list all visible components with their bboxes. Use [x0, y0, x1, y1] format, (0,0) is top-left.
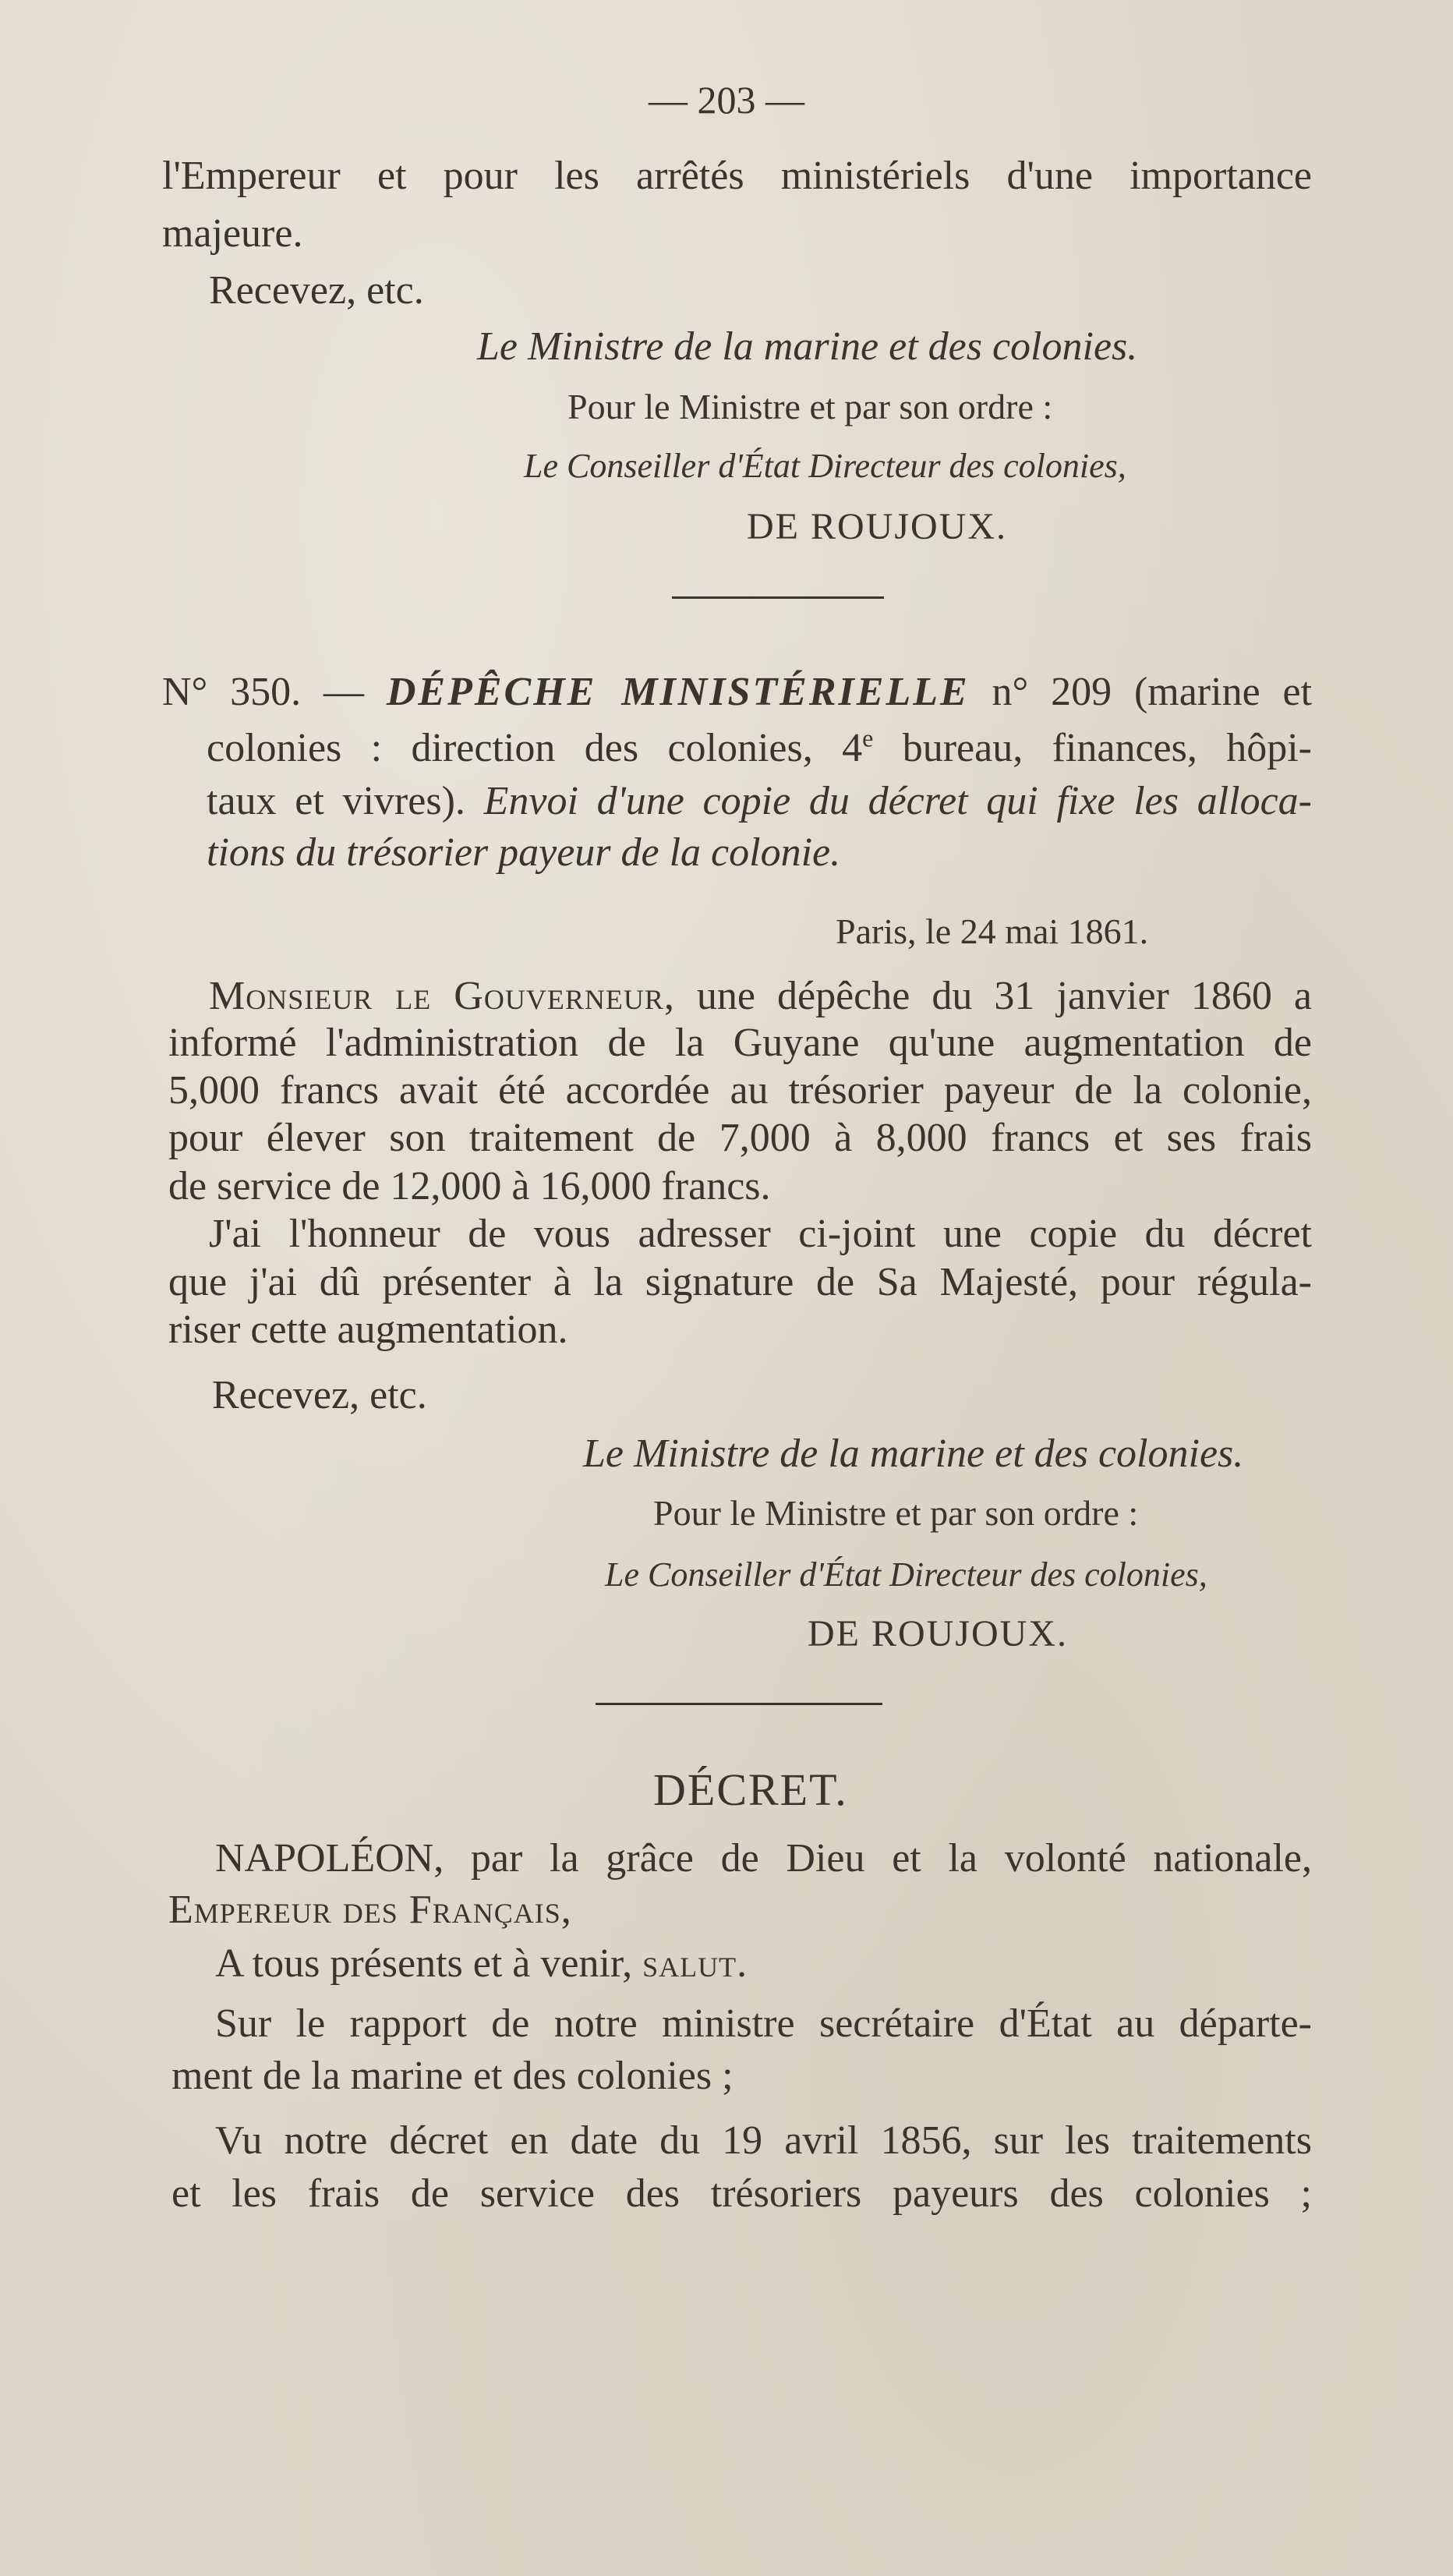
paragraph-line: informé l'administration de la Guyane qu'une augmentation de [168, 1021, 1312, 1065]
separator-rule [672, 596, 884, 599]
closing-line: Recevez, etc. [209, 268, 424, 313]
closing-line: Recevez, etc. [212, 1373, 427, 1417]
text-span: Envoi d'une copie du décret qui fixe les alloca- [483, 779, 1312, 823]
signature-title: Le Ministre de la marine et des colonies. [583, 1431, 1244, 1476]
decree-line: et les frais de service des trésoriers payeurs des colonies ; [171, 2171, 1312, 2216]
signature-order: Pour le Ministre et par son ordre : [653, 1493, 1139, 1533]
signature-counsellor: Le Conseiller d'État Directeur des colonies, [605, 1555, 1207, 1594]
article-heading-line: tions du trésorier payeur de la colonie. [207, 830, 841, 875]
signature-title: Le Ministre de la marine et des colonies. [477, 324, 1138, 369]
separator-rule [596, 1703, 882, 1705]
paragraph-line: riser cette augmentation. [168, 1307, 568, 1352]
article-heading-line [162, 669, 1312, 716]
signature-order: Pour le Ministre et par son ordre : [567, 387, 1053, 426]
signature-counsellor: Le Conseiller d'État Directeur des colonies, [524, 447, 1126, 485]
paragraph-line: que j'ai dû présenter à la signature de Sa Majesté, pour régula- [168, 1260, 1312, 1304]
text-span: A tous présents et à venir, [215, 1941, 633, 1986]
decree-line: Vu notre décret en date du 19 avril 1856, sur les traitements [215, 2118, 1312, 2163]
signature-name: DE ROUJOUX. [747, 506, 1007, 547]
text-span: salut. [642, 1941, 748, 1986]
signature-name: DE ROUJOUX. [808, 1613, 1068, 1654]
paragraph-line: J'ai l'honneur de vous adresser ci-joint une copie du décret [209, 1212, 1312, 1256]
paragraph-line: pour élever son traitement de 7,000 à 8,000 francs et ses frais [168, 1116, 1312, 1160]
salutation: Monsieur le Gouverneur, [209, 974, 675, 1018]
text-span: colonies : direction des colonies, 4 [207, 726, 863, 770]
text-span: taux et vivres). [207, 779, 465, 823]
decree-line [215, 1941, 748, 1987]
paragraph-line [209, 973, 1312, 1020]
decree-line: Sur le rapport de notre ministre secrétaire d'État au départe- [215, 2001, 1312, 2046]
text-line: majeure. [162, 211, 303, 256]
article-kind: DÉPÊCHE MINISTÉRIELLE [386, 670, 970, 714]
decree-heading: DÉCRET. [653, 1764, 848, 1815]
superscript: e [862, 724, 874, 752]
article-heading-line [207, 725, 1312, 772]
page-number: — 203 — [649, 78, 804, 122]
paragraph-line: de service de 12,000 à 16,000 francs. [168, 1164, 771, 1208]
article-number: N° 350. [162, 670, 302, 714]
decree-line: ment de la marine et des colonies ; [171, 2054, 734, 2098]
text-span: bureau, finances, hôpi- [873, 726, 1313, 770]
paragraph-line: 5,000 francs avait été accordée au trésorier payeur de la colonie, [168, 1068, 1312, 1113]
decree-line: NAPOLÉON, par la grâce de Dieu et la volonté nationale, [215, 1836, 1312, 1881]
article-heading-line [207, 778, 1312, 825]
text-line: l'Empereur et pour les arrêtés ministériels d'une importance [162, 154, 1312, 198]
article-ref: n° 209 (marine et [992, 670, 1313, 714]
article-dash: — [323, 670, 365, 714]
dateline: Paris, le 24 mai 1861. [836, 911, 1149, 951]
decree-line: Empereur des Français, [168, 1888, 572, 1932]
text-span: une dépêche du 31 janvier 1860 a [696, 974, 1312, 1018]
